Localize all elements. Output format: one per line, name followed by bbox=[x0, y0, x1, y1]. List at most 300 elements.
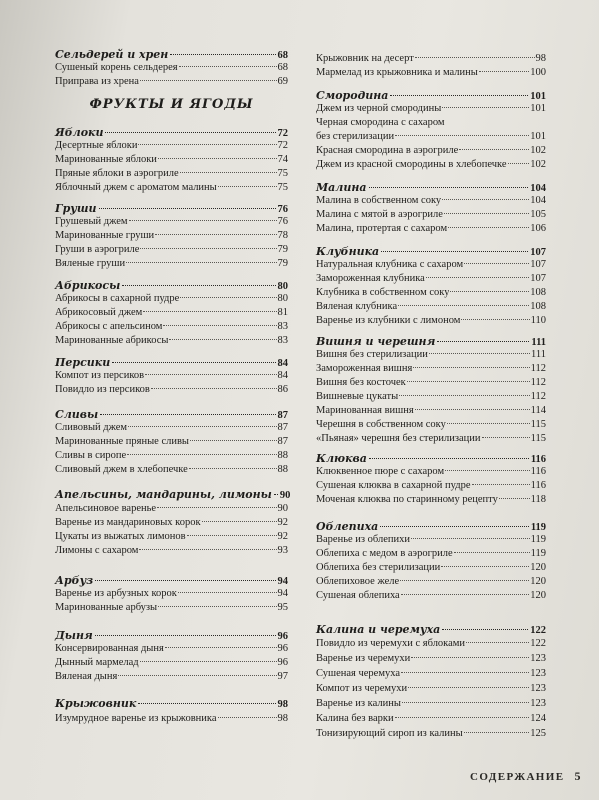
dot-leader bbox=[112, 362, 275, 363]
toc-entry bbox=[55, 530, 288, 544]
dot-leader bbox=[413, 367, 529, 368]
entry-title: Сливы в сиропе bbox=[55, 450, 127, 461]
dot-leader bbox=[407, 381, 530, 382]
entry-title: Облепиха без стерилизации bbox=[316, 562, 441, 573]
page-ref: 87 bbox=[277, 410, 288, 421]
page-ref: 101 bbox=[530, 131, 546, 142]
dot-leader bbox=[461, 319, 529, 320]
entry-title: Десертные яблоки bbox=[55, 140, 138, 151]
toc-entry bbox=[316, 286, 546, 300]
page-ref: 125 bbox=[530, 728, 546, 739]
toc-entry bbox=[316, 727, 546, 741]
toc-entry bbox=[55, 215, 288, 229]
entry-title: Маринованная вишня bbox=[316, 405, 414, 416]
dot-leader bbox=[380, 526, 529, 527]
toc-entry bbox=[316, 52, 546, 66]
toc-entry bbox=[55, 516, 288, 530]
toc-entry bbox=[55, 139, 288, 153]
dot-leader bbox=[143, 311, 276, 312]
dot-leader bbox=[218, 717, 277, 718]
entry-title: Сушеная клюква в сахарной пудре bbox=[316, 480, 471, 491]
page-ref: 100 bbox=[530, 67, 546, 78]
heading-title: Персики bbox=[55, 356, 111, 369]
entry-title: Клубника в собственном соку bbox=[316, 287, 450, 298]
toc-entry bbox=[316, 102, 546, 116]
heading-title: Апельсины, мандарины, лимоны bbox=[55, 488, 272, 501]
page-ref: 119 bbox=[530, 548, 546, 559]
entry-title: Вишня без стерилизации bbox=[316, 349, 428, 360]
toc-entry bbox=[55, 449, 288, 463]
dot-leader bbox=[482, 437, 530, 438]
toc-entry bbox=[55, 587, 288, 601]
page-ref: 88 bbox=[277, 464, 288, 475]
page-ref: 75 bbox=[277, 182, 288, 193]
toc-entry bbox=[316, 404, 546, 418]
page-ref: 69 bbox=[277, 76, 288, 87]
heading-title: Крыжовник bbox=[55, 697, 137, 710]
dot-leader bbox=[100, 414, 275, 415]
page-ref: 92 bbox=[277, 531, 288, 542]
toc-entry bbox=[55, 229, 288, 243]
heading-title: Сливы bbox=[55, 408, 99, 421]
entry-title: Лимоны с сахаром bbox=[55, 545, 139, 556]
entry-title: Апельсиновое варенье bbox=[55, 503, 157, 514]
toc-entry bbox=[55, 502, 288, 516]
page-ref: 123 bbox=[530, 668, 546, 679]
toc-entry bbox=[55, 421, 288, 435]
dot-leader bbox=[369, 187, 529, 188]
entry-title: Маринованные арбузы bbox=[55, 602, 158, 613]
dot-leader bbox=[118, 675, 276, 676]
toc-entry bbox=[55, 369, 288, 383]
page-ref: 122 bbox=[530, 638, 546, 649]
entry-title: Красная смородина в аэрогриле bbox=[316, 145, 459, 156]
entry-title: Малина с мятой в аэрогриле bbox=[316, 209, 443, 220]
dot-leader bbox=[165, 647, 277, 648]
page-ref: 115 bbox=[530, 419, 546, 430]
page-ref: 115 bbox=[530, 433, 546, 444]
entry-title: Цукаты из выжатых лимонов bbox=[55, 531, 186, 542]
toc-entry bbox=[55, 61, 288, 75]
dot-leader bbox=[448, 227, 529, 228]
toc-entry bbox=[316, 116, 546, 130]
page-ref: 92 bbox=[277, 517, 288, 528]
dot-leader bbox=[190, 440, 277, 441]
dot-leader bbox=[151, 388, 277, 389]
entry-title: Облепиховое желе bbox=[316, 576, 400, 587]
dot-leader bbox=[499, 498, 530, 499]
page-ref: 104 bbox=[530, 183, 546, 194]
heading-title: Облепиха bbox=[316, 520, 379, 533]
page-ref: 74 bbox=[277, 154, 288, 165]
page-ref: 123 bbox=[530, 683, 546, 694]
dot-leader bbox=[157, 507, 276, 508]
dot-leader bbox=[411, 538, 530, 539]
entry-title: Компот из персиков bbox=[55, 370, 145, 381]
dot-leader bbox=[128, 426, 276, 427]
page-ref: 116 bbox=[530, 454, 546, 465]
heading-title: Вишня и черешня bbox=[316, 335, 436, 348]
entry-title: Джем из черной смородины bbox=[316, 103, 442, 114]
dot-leader bbox=[179, 66, 277, 67]
dot-leader bbox=[398, 305, 529, 306]
heading-title: Калина и черемуха bbox=[316, 623, 441, 636]
toc-entry bbox=[316, 376, 546, 390]
dot-leader bbox=[189, 468, 277, 469]
toc-entry bbox=[55, 334, 288, 348]
page-ref: 98 bbox=[277, 699, 288, 710]
entry-title: Сливовый джем bbox=[55, 422, 128, 433]
entry-title: Вишневые цукаты bbox=[316, 391, 399, 402]
entry-title: Маринованные груши bbox=[55, 230, 155, 241]
dot-leader bbox=[444, 213, 529, 214]
dot-leader bbox=[122, 285, 275, 286]
entry-title: без стерилизации bbox=[316, 131, 395, 142]
entry-title: Маринованные пряные сливы bbox=[55, 436, 189, 447]
entry-title: Черешня в собственном соку bbox=[316, 419, 446, 430]
page-ref: 76 bbox=[277, 216, 288, 227]
dot-leader bbox=[464, 263, 529, 264]
toc-entry bbox=[55, 435, 288, 449]
dot-leader bbox=[464, 732, 530, 733]
dot-leader bbox=[466, 642, 529, 643]
dot-leader bbox=[202, 521, 277, 522]
dot-leader bbox=[158, 606, 276, 607]
dot-leader bbox=[381, 251, 528, 252]
page-ref: 111 bbox=[531, 337, 546, 348]
toc-entry bbox=[316, 493, 546, 507]
dot-leader bbox=[158, 158, 277, 159]
toc-entry bbox=[316, 589, 546, 603]
toc-entry bbox=[316, 348, 546, 362]
toc-entry bbox=[316, 637, 546, 651]
page-ref: 107 bbox=[530, 247, 546, 258]
page-ref: 83 bbox=[277, 321, 288, 332]
page-ref: 81 bbox=[277, 307, 288, 318]
page-ref: 68 bbox=[277, 50, 288, 61]
toc-entry bbox=[316, 222, 546, 236]
page-ref: 83 bbox=[277, 335, 288, 346]
toc-entry bbox=[55, 167, 288, 181]
dot-leader bbox=[472, 484, 530, 485]
page-ref: 93 bbox=[277, 545, 288, 556]
entry-title: Замороженная вишня bbox=[316, 363, 413, 374]
dot-leader bbox=[401, 594, 530, 595]
toc-entry bbox=[55, 463, 288, 477]
dot-leader bbox=[445, 470, 530, 471]
page-ref: 96 bbox=[277, 657, 288, 668]
toc-section-heading bbox=[55, 487, 291, 503]
toc-entry bbox=[55, 544, 288, 558]
entry-title: Калина без варки bbox=[316, 713, 394, 724]
entry-title: Крыжовник на десерт bbox=[316, 53, 414, 64]
toc-entry bbox=[55, 642, 288, 656]
toc-entry bbox=[316, 561, 546, 575]
page-ref: 87 bbox=[277, 422, 288, 433]
page-ref: 107 bbox=[530, 273, 546, 284]
toc-section-heading bbox=[316, 622, 546, 638]
entry-title: Яблочный джем с ароматом малины bbox=[55, 182, 217, 193]
toc-entry bbox=[55, 153, 288, 167]
dot-leader bbox=[129, 220, 277, 221]
heading-title: Клубника bbox=[316, 245, 380, 258]
page-ref: 112 bbox=[530, 391, 546, 402]
section-title: ФРУКТЫ И ЯГОДЫ bbox=[89, 97, 254, 112]
dot-leader bbox=[127, 454, 276, 455]
dot-leader bbox=[126, 262, 276, 263]
dot-leader bbox=[479, 71, 529, 72]
page-ref: 108 bbox=[530, 301, 546, 312]
page-ref: 84 bbox=[277, 358, 288, 369]
dot-leader bbox=[400, 580, 529, 581]
heading-title: Малина bbox=[316, 181, 367, 194]
entry-title: Грушевый джем bbox=[55, 216, 128, 227]
dot-leader bbox=[105, 132, 275, 133]
dot-leader bbox=[429, 353, 530, 354]
toc-entry bbox=[316, 144, 546, 158]
toc-section-heading bbox=[55, 696, 288, 712]
dot-leader bbox=[454, 552, 530, 553]
page-ref: 122 bbox=[530, 625, 546, 636]
page-ref: 88 bbox=[277, 450, 288, 461]
entry-title: Малина, протертая с сахаром bbox=[316, 223, 448, 234]
toc-entry bbox=[316, 194, 546, 208]
toc-entry bbox=[316, 314, 546, 328]
entry-title: Вяленая дыня bbox=[55, 671, 118, 682]
entry-title: Абрикосы в сахарной пудре bbox=[55, 293, 180, 304]
page-ref: 108 bbox=[530, 287, 546, 298]
toc-entry bbox=[316, 208, 546, 222]
toc-entry bbox=[316, 418, 546, 432]
page-ref: 95 bbox=[277, 602, 288, 613]
toc-entry bbox=[316, 66, 546, 80]
dot-leader bbox=[163, 325, 276, 326]
dot-leader bbox=[145, 374, 276, 375]
toc-entry bbox=[316, 158, 546, 172]
toc-entry bbox=[316, 712, 546, 726]
heading-title: Дыня bbox=[55, 629, 93, 642]
entry-title: Вяленые груши bbox=[55, 258, 126, 269]
entry-title: Вяленая клубника bbox=[316, 301, 398, 312]
page-ref: 78 bbox=[277, 230, 288, 241]
page-ref: 119 bbox=[530, 534, 546, 545]
toc-entry bbox=[55, 601, 288, 615]
toc-entry bbox=[55, 712, 288, 726]
dot-leader bbox=[401, 672, 529, 673]
toc-entry bbox=[55, 383, 288, 397]
dot-leader bbox=[450, 291, 529, 292]
entry-title: Вишня без косточек bbox=[316, 377, 406, 388]
entry-title: Компот из черемухи bbox=[316, 683, 408, 694]
toc-entry bbox=[55, 306, 288, 320]
page-ref: 79 bbox=[277, 244, 288, 255]
toc-entry bbox=[316, 465, 546, 479]
entry-title: Приправа из хрена bbox=[55, 76, 139, 87]
toc-entry bbox=[55, 243, 288, 257]
toc-entry bbox=[316, 432, 546, 446]
page-ref: 79 bbox=[277, 258, 288, 269]
toc-entry bbox=[316, 682, 546, 696]
page-ref: 120 bbox=[530, 590, 546, 601]
page-ref: 119 bbox=[530, 522, 546, 533]
page-ref: 120 bbox=[530, 562, 546, 573]
page-ref: 118 bbox=[530, 494, 546, 505]
toc-entry bbox=[55, 75, 288, 89]
dot-leader bbox=[155, 234, 276, 235]
page-ref: 106 bbox=[530, 223, 546, 234]
page-ref: 102 bbox=[530, 159, 546, 170]
page-ref: 114 bbox=[530, 405, 546, 416]
heading-title: Абрикосы bbox=[55, 279, 121, 292]
dot-leader bbox=[140, 80, 277, 81]
page-ref: 116 bbox=[530, 466, 546, 477]
page-ref: 87 bbox=[277, 436, 288, 447]
dot-leader bbox=[426, 277, 529, 278]
page-ref: 107 bbox=[530, 259, 546, 270]
page-ref: 80 bbox=[277, 281, 288, 292]
dot-leader bbox=[390, 95, 528, 96]
dot-leader bbox=[178, 592, 277, 593]
entry-title: Варенье из клубники с лимоном bbox=[316, 315, 461, 326]
page-ref: 111 bbox=[531, 349, 546, 360]
entry-title: Варенье из мандариновых корок bbox=[55, 517, 201, 528]
page-ref: 94 bbox=[277, 576, 288, 587]
entry-title: Дынный мармелад bbox=[55, 657, 139, 668]
dot-leader bbox=[437, 341, 529, 342]
page-ref: 105 bbox=[530, 209, 546, 220]
heading-title: Груши bbox=[55, 202, 97, 215]
entry-title: Клюквенное пюре с сахаром bbox=[316, 466, 445, 477]
dot-leader bbox=[441, 566, 529, 567]
entry-title: Джем из красной смородины в хлебопечке bbox=[316, 159, 507, 170]
page-footer bbox=[470, 769, 582, 784]
page-ref: 104 bbox=[530, 195, 546, 206]
heading-title: Арбуз bbox=[55, 574, 94, 587]
toc-entry bbox=[316, 272, 546, 286]
page-ref: 98 bbox=[277, 713, 288, 724]
dot-leader bbox=[138, 703, 275, 704]
entry-title: Варенье из облепихи bbox=[316, 534, 410, 545]
toc-entry bbox=[316, 390, 546, 404]
dot-leader bbox=[95, 635, 276, 636]
toc-entry bbox=[55, 292, 288, 306]
page-number: 5 bbox=[574, 769, 582, 783]
entry-title: Замороженная клубника bbox=[316, 273, 425, 284]
entry-title: Повидло из черемухи с яблоками bbox=[316, 638, 466, 649]
page-ref: 124 bbox=[530, 713, 546, 724]
page-ref: 123 bbox=[530, 653, 546, 664]
page-ref: 102 bbox=[530, 145, 546, 156]
dot-leader bbox=[402, 702, 529, 703]
page-ref: 94 bbox=[277, 588, 288, 599]
page-ref: 76 bbox=[277, 204, 288, 215]
dot-leader bbox=[408, 687, 529, 688]
entry-title: Абрикосы с апельсином bbox=[55, 321, 163, 332]
page-ref: 116 bbox=[530, 480, 546, 491]
dot-leader bbox=[442, 199, 529, 200]
dot-leader bbox=[180, 172, 277, 173]
dot-leader bbox=[170, 54, 275, 55]
toc-entry bbox=[316, 258, 546, 272]
toc-entry bbox=[316, 362, 546, 376]
dot-leader bbox=[508, 163, 530, 164]
page-ref: 97 bbox=[277, 671, 288, 682]
dot-leader bbox=[395, 717, 530, 718]
entry-title: Маринованные яблоки bbox=[55, 154, 157, 165]
dot-leader bbox=[415, 409, 530, 410]
entry-title: Варенье из арбузных корок bbox=[55, 588, 177, 599]
entry-title: Консервированная дыня bbox=[55, 643, 164, 654]
toc-entry bbox=[55, 257, 288, 271]
page-ref: 86 bbox=[277, 384, 288, 395]
dot-leader bbox=[442, 107, 529, 108]
dot-leader bbox=[369, 458, 529, 459]
entry-title: Черная смородина с сахаром bbox=[316, 117, 445, 128]
entry-title: Натуральная клубника с сахаром bbox=[316, 259, 464, 270]
entry-title: Маринованные абрикосы bbox=[55, 335, 169, 346]
entry-title: Облепиха с медом в аэрогриле bbox=[316, 548, 453, 559]
entry-title: Абрикосовый джем bbox=[55, 307, 143, 318]
dot-leader bbox=[218, 186, 277, 187]
dot-leader bbox=[139, 549, 276, 550]
entry-title: Мармелад из крыжовника и малины bbox=[316, 67, 478, 78]
heading-title: Сельдерей и хрен bbox=[55, 48, 169, 61]
page-ref: 84 bbox=[277, 370, 288, 381]
entry-title: Сушеная черемуха bbox=[316, 668, 400, 679]
toc-entry bbox=[316, 697, 546, 711]
entry-title: «Пьяная» черешня без стерилизации bbox=[316, 433, 481, 444]
heading-title: Клюква bbox=[316, 452, 367, 465]
dot-leader bbox=[459, 149, 529, 150]
toc-entry bbox=[316, 533, 546, 547]
page-ref: 120 bbox=[530, 576, 546, 587]
page-ref: 68 bbox=[277, 62, 288, 73]
entry-title: Изумрудное варенье из крыжовника bbox=[55, 713, 217, 724]
page-ref: 110 bbox=[530, 315, 546, 326]
toc-entry bbox=[316, 130, 546, 144]
dot-leader bbox=[415, 57, 535, 58]
entry-title: Сливовый джем в хлебопечке bbox=[55, 464, 188, 475]
dot-leader bbox=[180, 297, 276, 298]
page-ref: 123 bbox=[530, 698, 546, 709]
page-ref: 80 bbox=[277, 293, 288, 304]
dot-leader bbox=[169, 339, 276, 340]
page-ref: 90 bbox=[279, 490, 291, 501]
toc-entry bbox=[55, 181, 288, 195]
entry-title: Пряные яблоки в аэрогриле bbox=[55, 168, 179, 179]
toc-entry bbox=[316, 575, 546, 589]
dot-leader bbox=[99, 208, 276, 209]
toc-entry bbox=[316, 547, 546, 561]
dot-leader bbox=[399, 395, 529, 396]
entry-title: Сушеная облепиха bbox=[316, 590, 400, 601]
heading-title: Смородина bbox=[316, 89, 389, 102]
page-ref: 101 bbox=[530, 103, 546, 114]
heading-title: Яблоки bbox=[55, 126, 104, 139]
dot-leader bbox=[447, 423, 530, 424]
entry-title: Моченая клюква по старинному рецепту bbox=[316, 494, 498, 505]
dot-leader bbox=[140, 661, 277, 662]
toc-entry bbox=[316, 300, 546, 314]
page-ref: 96 bbox=[277, 643, 288, 654]
entry-title: Варенье из черемухи bbox=[316, 653, 411, 664]
toc-entry bbox=[316, 652, 546, 666]
toc-entry bbox=[55, 320, 288, 334]
page-ref: 72 bbox=[277, 140, 288, 151]
page-ref: 75 bbox=[277, 168, 288, 179]
toc-entry bbox=[316, 479, 546, 493]
entry-title: Тонизирующий сироп из калины bbox=[316, 728, 463, 739]
